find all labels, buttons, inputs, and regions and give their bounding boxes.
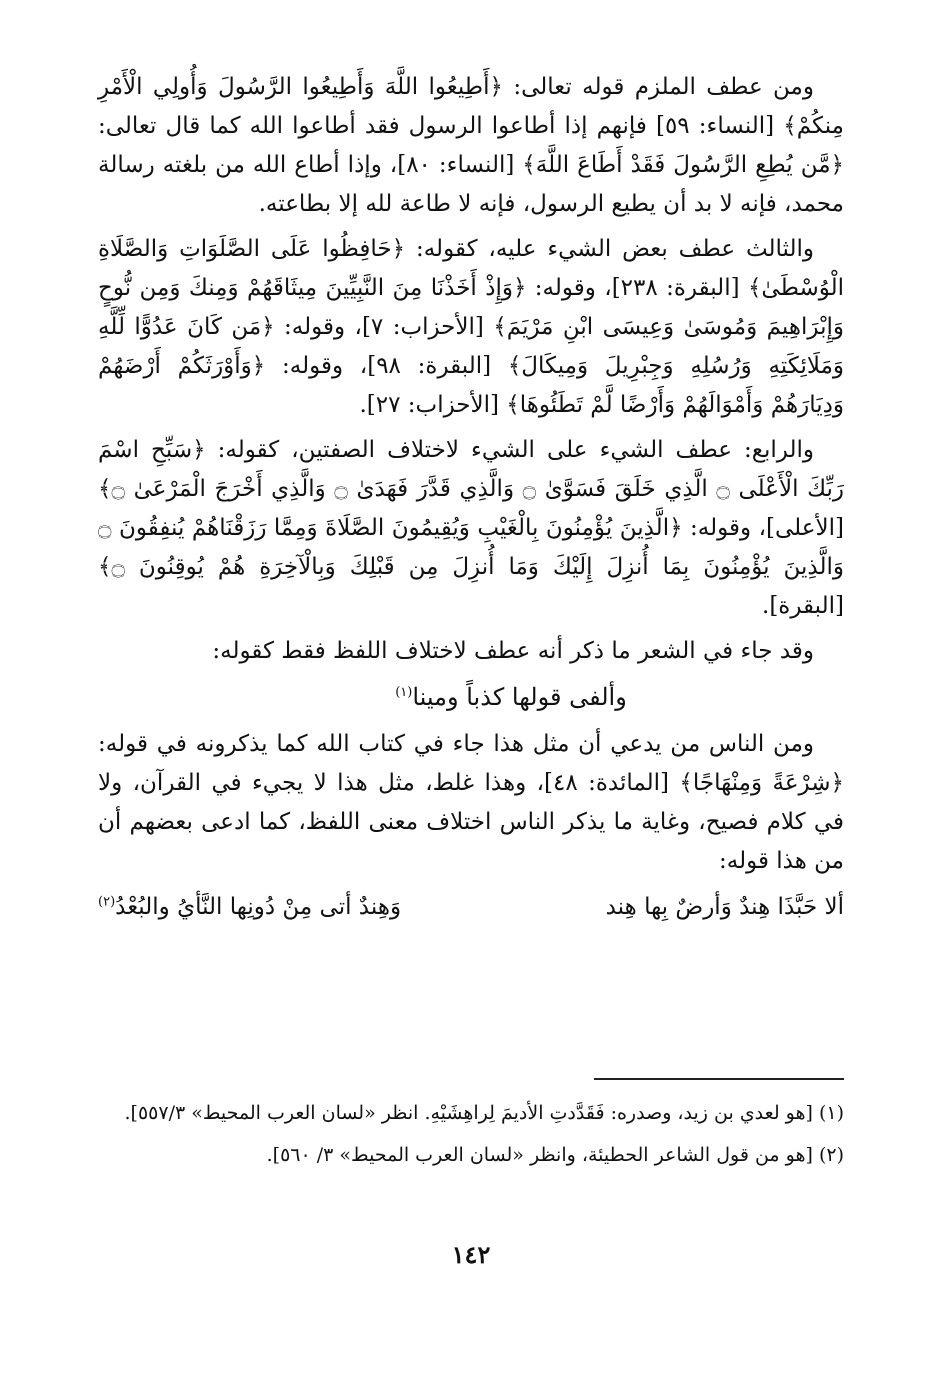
footnote-2: (٢) [هو من قول الشاعر الحطيئة، وانظر «لسان العرب المحيط» ٣/ ٥٦٠]. — [266, 1144, 844, 1166]
verse-text: وألفى قولها كذباً ومينا — [412, 683, 627, 711]
footnote-divider — [594, 1078, 844, 1080]
poem-line — [98, 887, 844, 927]
paragraph-claim: ومن الناس من يدعي أن مثل هذا جاء في كتاب الله كما يذكرونه في قوله: ﴿شِرْعَةً وَمِنْهَاجًا﴾ [المائدة: ٤٨]، وهذا غلط، مثل هذا لا يجيء في القرآن، ولا في كلام فصيح، وغاية ما يذكر الناس اختلاف معنى اللفظ، كما ادعى بعضهم أن من هذا قوله: — [98, 731, 844, 874]
footnote-1: (١) [هو لعدي بن زيد، وصدره: فَقَدَّدتِ الأديمَ لِراهِشَيْهِ. انظر «لسان العرب المحيط» ٥٥٧/٣]. — [124, 1102, 844, 1124]
paragraph-poetry-intro: وقد جاء في الشعر ما ذكر أنه عطف لاختلاف اللفظ فقط كقوله: — [212, 638, 814, 664]
paragraph-third-type: والثالث عطف بعض الشيء عليه، كقوله: ﴿حَافِظُوا عَلَى الصَّلَوَاتِ وَالصَّلَاةِ الْوُسْطَىٰ﴾ [البقرة: ٢٣٨]، وقوله: ﴿وَإِذْ أَخَذْنَا مِنَ النَّبِيِّينَ مِيثَاقَهُمْ وَمِنكَ وَمِن نُّوحٍ وَإِبْرَاهِيمَ وَمُوسَىٰ وَعِيسَى ابْنِ مَرْيَمَ﴾ [الأحزاب: ٧]، وقوله: ﴿مَن كَانَ عَدُوًّا لِّلَّهِ وَمَلَائِكَتِهِ وَرُسُلِهِ وَجِبْرِيلَ وَمِيكَالَ﴾ [البقرة: ٩٨]، وقوله: ﴿وَأَوْرَثَكُمْ أَرْضَهُمْ وَدِيَارَهُمْ وَأَمْوَالَهُمْ وَأَرْضًا لَّمْ تَطَئُوهَا﴾ [الأحزاب: ٢٧]. — [98, 236, 845, 418]
poem-second-hemistich: وَهِندٌ أتى مِنْ دُونِها النَّأيُ والبُعْدُ — [115, 894, 402, 920]
paragraph-obligatory-conjunction: ومن عطف الملزم قوله تعالى: ﴿أَطِيعُوا اللَّهَ وَأَطِيعُوا الرَّسُولَ وَأُولِي الْأَمْرِ مِنكُمْ﴾ [النساء: ٥٩] فإنهم إذا أطاعوا الرسول فقد أطاعوا الله كما قال تعالى: ﴿مَّن يُطِعِ الرَّسُولَ فَقَدْ أَطَاعَ اللَّهَ﴾ [النساء: ٨٠]، وإذا أطاع الله من بلغته رسالة محمد، فإنه لا بد أن يطيع الرسول، فإنه لا طاعة لله إلا بطاعته. — [98, 74, 844, 217]
main-text — [98, 68, 844, 927]
poem-second-hemistich-wrap — [98, 887, 401, 927]
page-number: ١٤٢ — [451, 1240, 491, 1269]
footnote-marker-2: (٢) — [98, 894, 116, 910]
footnotes — [98, 1096, 844, 1180]
paragraph-fourth-type: والرابع: عطف الشيء على الشيء لاختلاف الصفتين، كقوله: ﴿سَبِّحِ اسْمَ رَبِّكَ الْأَعْلَى ۝ الَّذِي خَلَقَ فَسَوَّىٰ ۝ وَالَّذِي قَدَّرَ فَهَدَىٰ ۝ وَالَّذِي أَخْرَجَ الْمَرْعَىٰ ۝﴾ [الأعلى]، وقوله: ﴿الَّذِينَ يُؤْمِنُونَ بِالْغَيْبِ وَيُقِيمُونَ الصَّلَاةَ وَمِمَّا رَزَقْنَاهُمْ يُنفِقُونَ ۝ وَالَّذِينَ يُؤْمِنُونَ بِمَا أُنزِلَ إِلَيْكَ وَمَا أُنزِلَ مِن قَبْلِكَ وَبِالْآخِرَةِ هُمْ يُوقِنُونَ ۝﴾ [البقرة]. — [98, 437, 845, 619]
footnote-marker-1: (١) — [395, 685, 413, 700]
poem-first-hemistich: ألا حَبَّذَا هِندٌ وَأرضٌ بِها هِند — [605, 894, 844, 920]
poetry-verse — [98, 677, 844, 717]
